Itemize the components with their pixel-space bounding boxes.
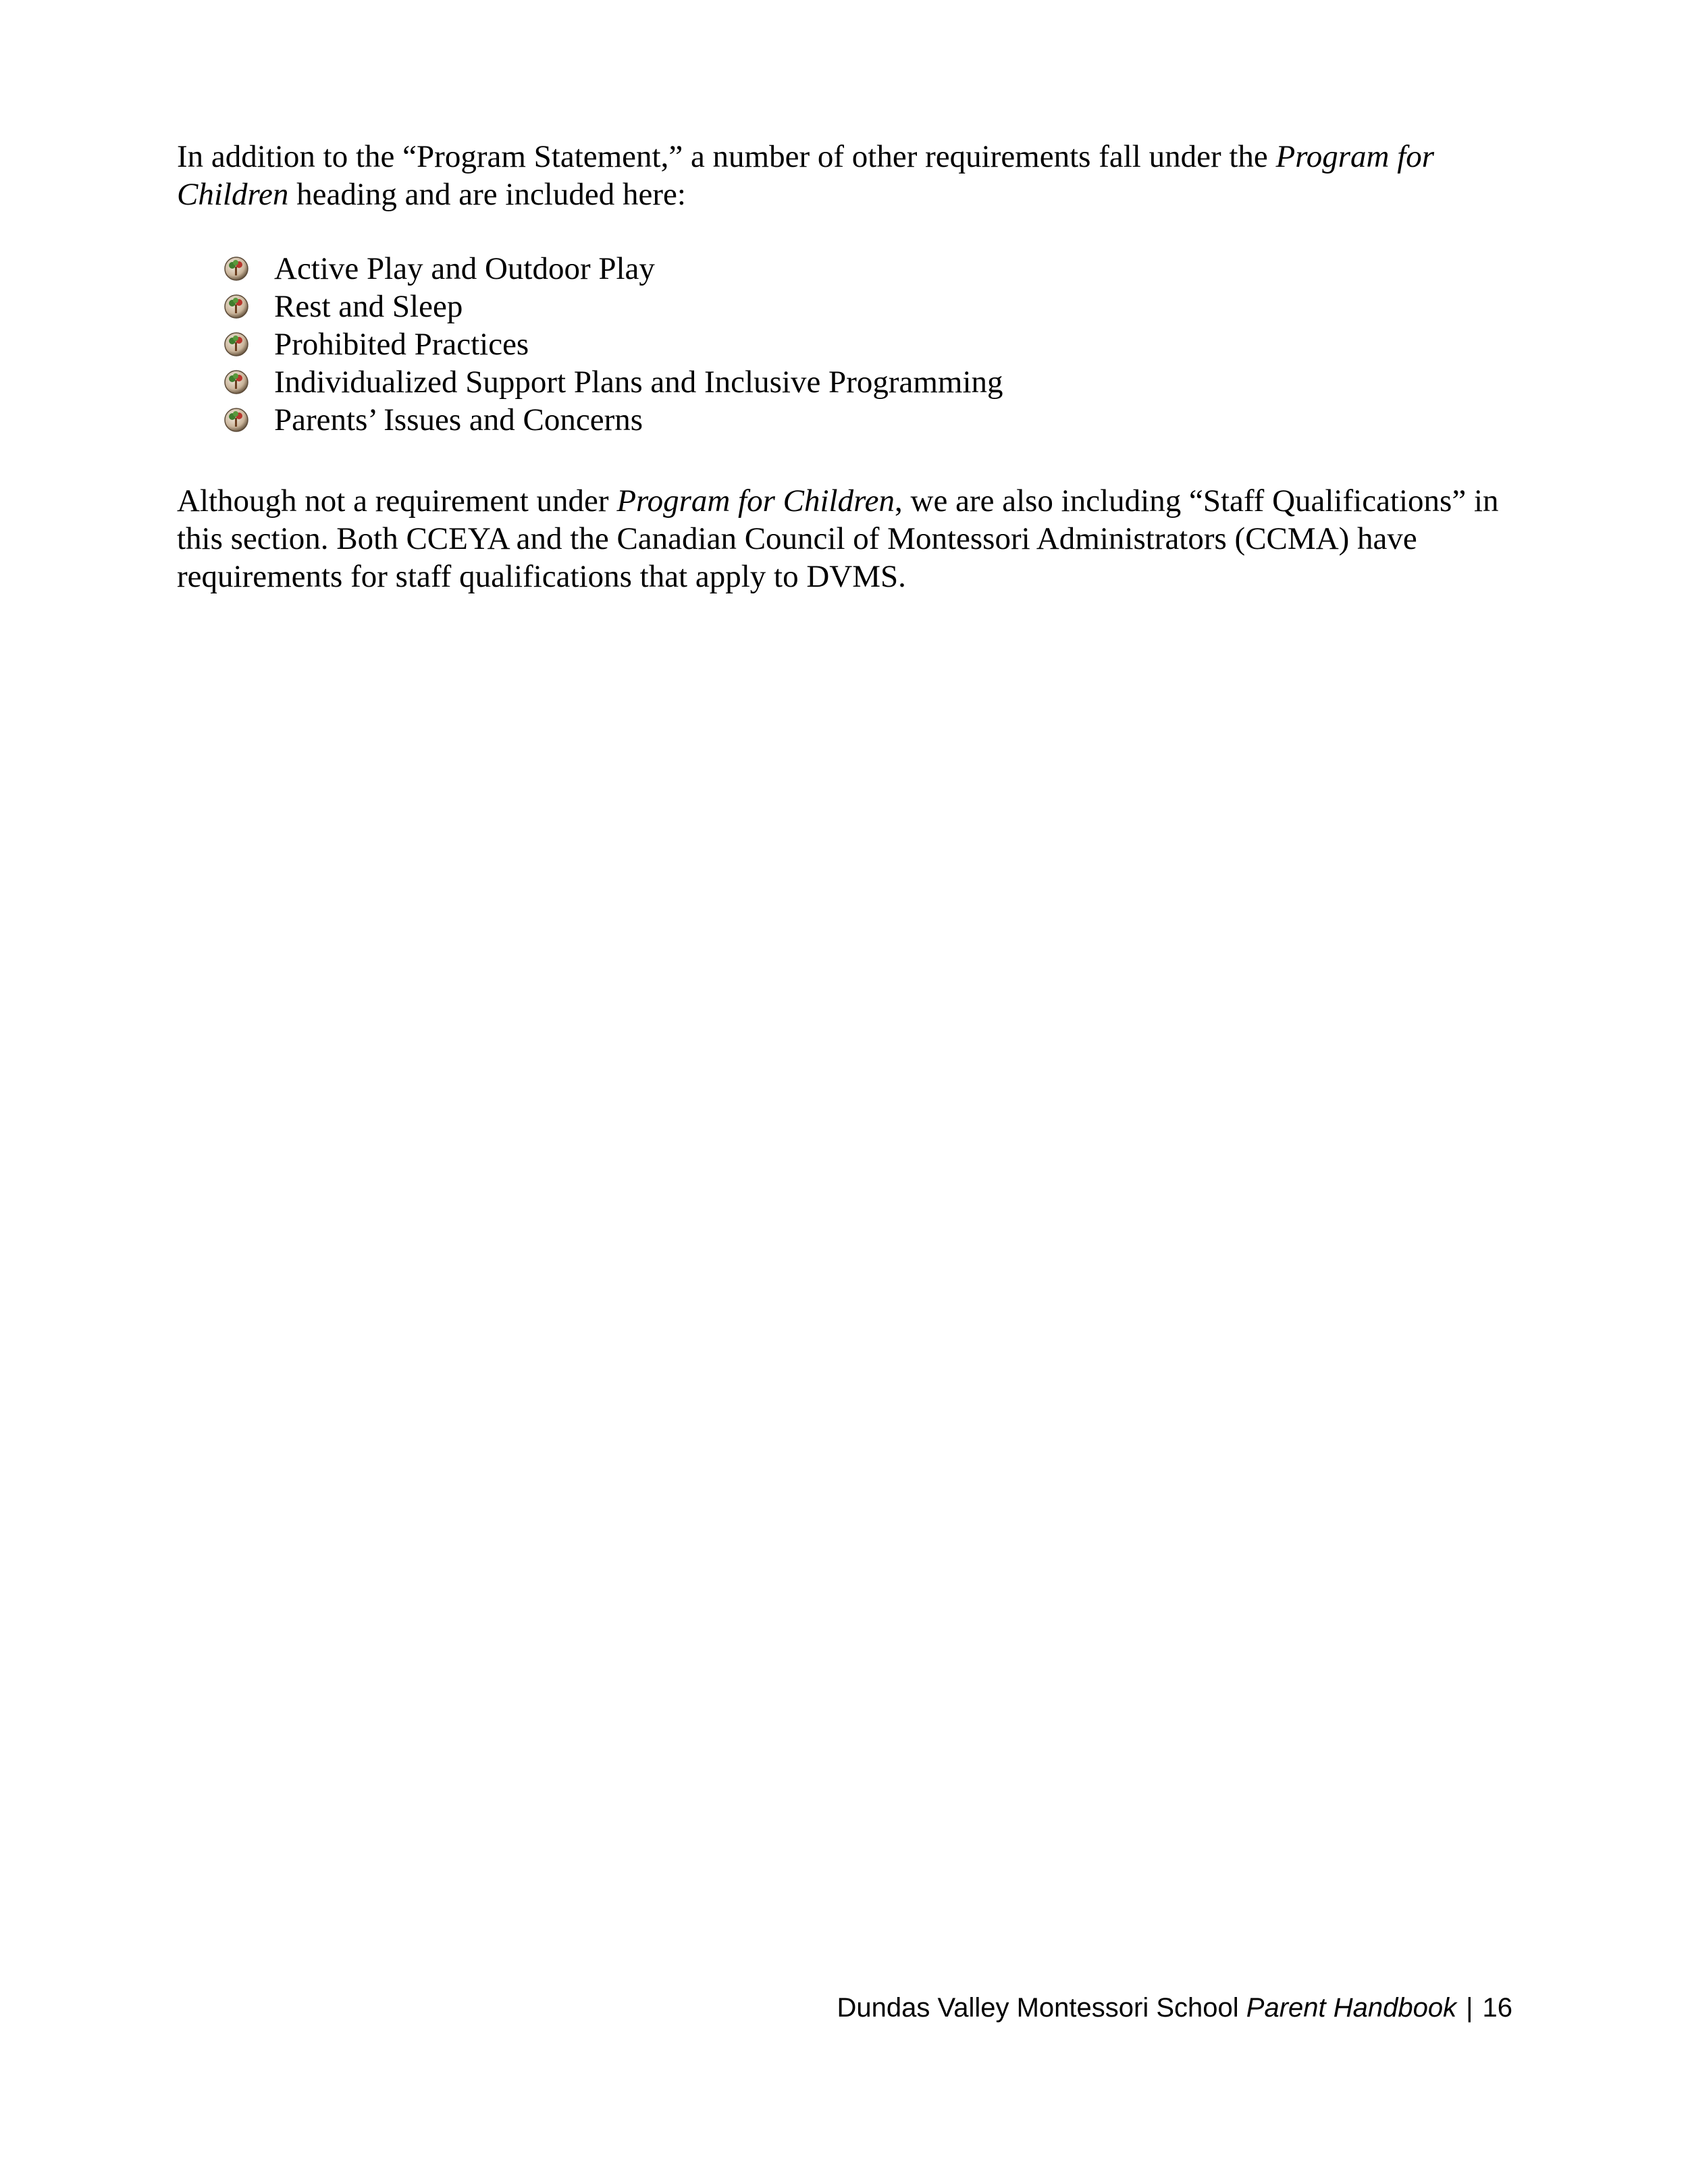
page-footer: [837, 1992, 1512, 2024]
list-item-text: Active Play and Outdoor Play: [274, 251, 655, 286]
requirements-list: [177, 250, 1003, 439]
intro-text-2: heading and are included here:: [288, 177, 686, 212]
outro-text-2: , we are also including “Staff Qualifications” in this section. Both CCEYA and the Canadian Council of Montessori Administrators (CCMA) have requirements for staff qualifications that apply to DVMS.: [177, 483, 1499, 594]
outro-text-1: Although not a requirement under: [177, 483, 617, 518]
list-item: [177, 401, 1003, 439]
list-item-text: Prohibited Practices: [274, 327, 529, 362]
page-number: 16: [1482, 1993, 1512, 2023]
tree-emblem-icon: [224, 294, 248, 319]
outro-italic-term: Program for Children: [616, 483, 895, 518]
intro-italic-term: Program for Children: [177, 139, 1435, 212]
list-item: [177, 250, 1003, 288]
footer-handbook-title: Parent Handbook: [1246, 1993, 1457, 2023]
intro-paragraph: [177, 138, 1514, 213]
list-item: [177, 288, 1003, 325]
list-item: [177, 363, 1003, 401]
footer-separator: |: [1466, 1993, 1473, 2023]
tree-emblem-icon: [224, 370, 248, 394]
tree-emblem-icon: [224, 332, 248, 356]
intro-text-1: In addition to the “Program Statement,” a number of other requirements fall under the: [177, 139, 1276, 174]
staff-qualifications-paragraph: [177, 482, 1514, 595]
tree-emblem-icon: [224, 257, 248, 281]
tree-emblem-icon: [224, 408, 248, 432]
list-item: [177, 325, 1003, 363]
footer-school-name: Dundas Valley Montessori School: [837, 1993, 1239, 2023]
list-item-text: Individualized Support Plans and Inclusive Programming: [274, 365, 1003, 400]
list-item-text: Rest and Sleep: [274, 289, 463, 324]
list-item-text: Parents’ Issues and Concerns: [274, 402, 643, 437]
